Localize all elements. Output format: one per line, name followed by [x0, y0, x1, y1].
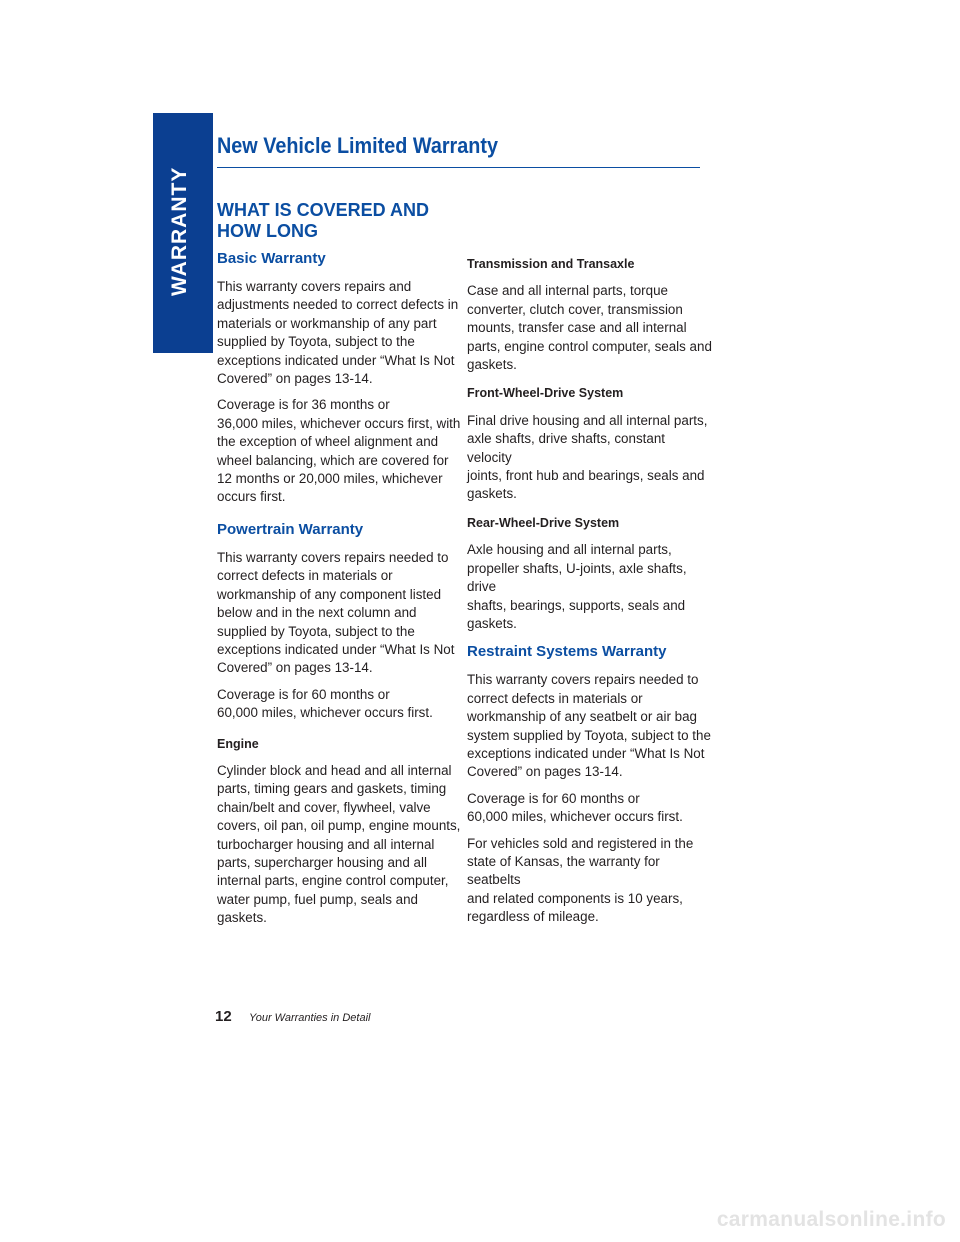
transmission-text: Case and all internal parts, torque converter, clutch cover, transmission mounts, transfer case and all internal parts, engine control computer, seals and gaskets.	[467, 283, 712, 373]
rwd-text: Axle housing and all internal parts, propeller shafts, U-joints, axle shafts, drive shafts, bearings, supports, seals and gaskets.	[467, 542, 687, 631]
basic-warranty-coverage: Coverage is for 36 months or 36,000 miles, whichever occurs first, with the exception of wheel alignment and wheel balancing, which are covered for 12 months or 20,000 miles, whichever occurs first.	[217, 397, 461, 505]
restraint-warranty-paragraph: This warranty covers repairs needed to correct defects in materials or workmanship of any seatbelt or air bag system supplied by Toyota, subject to the exceptions indicated under “What Is Not Covered” on pages 13-14.	[467, 672, 711, 780]
side-tab-label: WARRANTY	[168, 166, 191, 296]
title-divider	[217, 167, 700, 168]
watermark: carmanualsonline.info	[716, 1208, 946, 1231]
engine-text: Cylinder block and head and all internal parts, timing gears and gaskets, timing chain/belt and cover, flywheel, valve covers, oil pan, oil pump, engine mounts, turbocharger housing and all internal parts, supercharger housing and all internal parts, engine control computer, water pump, fuel pump, seals and gaskets.	[217, 762, 461, 926]
basic-warranty-title: Basic Warranty	[217, 250, 326, 267]
right-column	[467, 255, 712, 935]
fwd-text: Final drive housing and all internal parts, axle shafts, drive shafts, constant velocity joints, front hub and bearings, seals and gaskets.	[467, 412, 708, 502]
fwd-heading: Front-Wheel-Drive System	[467, 386, 624, 401]
restraint-warranty-title: Restraint Systems Warranty	[467, 643, 667, 661]
restraint-warranty-coverage: Coverage is for 60 months or 60,000 miles, whichever occurs first.	[467, 790, 683, 825]
page-title: New Vehicle Limited Warranty	[217, 133, 498, 158]
engine-heading: Engine	[217, 736, 259, 751]
powertrain-warranty-coverage: Coverage is for 60 months or 60,000 miles, whichever occurs first.	[217, 686, 433, 721]
basic-warranty-paragraph: This warranty covers repairs and adjustments needed to correct defects in materials or workmanship of any part supplied by Toyota, subject to the exceptions indicated under “What Is Not Covered” on pages 13-14.	[217, 279, 459, 387]
rwd-heading: Rear-Wheel-Drive System	[467, 515, 620, 530]
section-title: WHAT IS COVERED AND HOW LONG	[217, 200, 430, 241]
powertrain-warranty-paragraph: This warranty covers repairs needed to correct defects in materials or workmanship of any component listed below and in the next column and supplied by Toyota, subject to the exceptions indicated under “What Is Not Covered” on pages 13-14.	[217, 549, 455, 676]
footer-text: Your Warranties in Detail	[249, 1012, 371, 1024]
restraint-kansas-note: For vehicles sold and registered in the state of Kansas, the warranty for seatbelts and related components is 10 years, regardless of mileage.	[467, 835, 694, 925]
transmission-heading: Transmission and Transaxle	[467, 257, 635, 271]
powertrain-warranty-title: Powertrain Warranty	[217, 520, 364, 538]
left-column	[217, 200, 462, 936]
page-number: 12	[215, 1008, 232, 1025]
